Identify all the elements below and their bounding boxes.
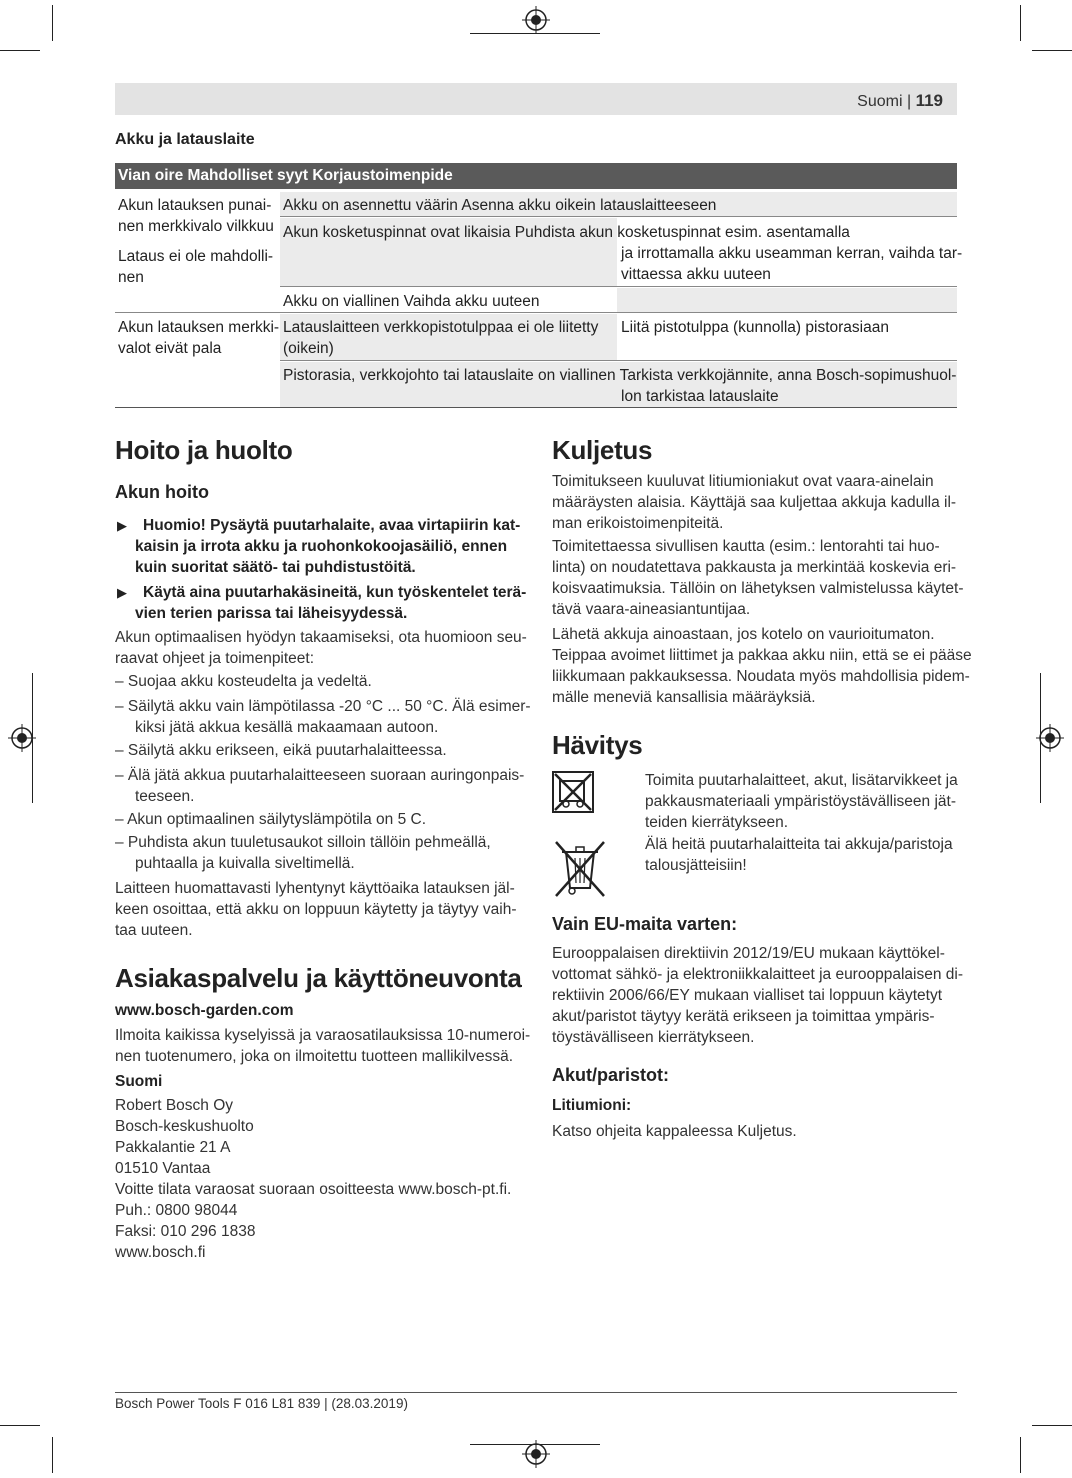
paragraph: Toimitettaessa sivullisen kautta (esim.: lentorahti tai huo- linta) on noudatettava pakkausta ja merkintää koskevia eri- koisvaatimuksia. Tällöin on lähetyksen valmistelussa käytet- tävä vaara-aineasiantuntijaa. bbox=[552, 538, 964, 618]
table-cell-row: lon tarkistaa latauslaite bbox=[621, 388, 779, 405]
table-cell-symptom: Lataus ei ole mahdolli- nen bbox=[118, 248, 274, 286]
page-header-text bbox=[857, 91, 943, 111]
no-dispose-appliance-icon bbox=[552, 771, 594, 813]
heading-eu: Vain EU-maita varten: bbox=[552, 914, 738, 934]
table-rule bbox=[280, 286, 957, 287]
service-url[interactable]: www.bosch-garden.com bbox=[115, 1002, 294, 1019]
registration-mark-icon bbox=[1036, 724, 1064, 752]
bullet-text: Käytä aina puutarhakäsineitä, kun työskentelet terä- vien terien parissa tai läheisyydessä. bbox=[135, 584, 527, 622]
heading-batteries: Akut/paristot: bbox=[552, 1065, 669, 1085]
table-cell-row: Akun kosketuspinnat ovat likaisia Puhdista akun kosketuspinnat esim. asentamalla bbox=[283, 224, 850, 241]
list-item: – Säilytä akku vain lämpötilassa -20 °C ... 50 °C. Älä esimer- kiksi jätä akkua kesällä makaamaan autoon. bbox=[115, 698, 531, 736]
footer-rule bbox=[115, 1392, 957, 1393]
paragraph: Eurooppalaisen direktiivin 2012/19/EU mukaan käyttökel- vottomat sähkö- ja elektroniikkalaitteet ja eurooppalaisen di- rektiivin 2006/66/EY mukaan vialliset tai loppuun käytetyt akut/paristot täytyy kerätä erikseen ja toimittaa ympäris- töystävälliseen kierrätykseen. bbox=[552, 945, 963, 1046]
table-rule bbox=[115, 312, 957, 313]
list-item: – Älä jätä akkua puutarhalaitteeseen suoraan auringonpais- teeseen. bbox=[115, 767, 525, 805]
registration-mark-icon bbox=[522, 1440, 550, 1468]
paragraph: Lähetä akkuja ainoastaan, jos kotelo on vaurioitumaton. Teippaa avoimet liittimet ja pakkaa akku niin, että se ei pääse liikkumaan pakkauksessa. Noudata myös mahdollisia pidem- mälle meneviä kansallisia määräyksiä. bbox=[552, 626, 972, 706]
paragraph: Älä heitä puutarhalaitteita tai akkuja/paristoja talousjätteisiin! bbox=[645, 836, 953, 874]
crossed-out-bin-icon bbox=[552, 838, 608, 900]
table-header: Vian oire Mahdolliset syyt Korjaustoimenpide bbox=[115, 163, 957, 189]
table-cell-row: Akku on asennettu väärin Asenna akku oikein latauslaitteeseen bbox=[283, 197, 717, 214]
crop-mark bbox=[1032, 1425, 1072, 1426]
footer-text: Bosch Power Tools F 016 L81 839 | (28.03.2019) bbox=[115, 1396, 408, 1411]
country-label: Suomi bbox=[115, 1073, 163, 1090]
paragraph: Akun optimaalisen hyödyn takaamiseksi, ota huomioon seu- raavat ohjeet ja toimenpiteet: bbox=[115, 629, 527, 667]
list-item: – Säilytä akku erikseen, eikä puutarhalaitteessa. bbox=[115, 742, 447, 759]
page-number: 119 bbox=[915, 91, 943, 110]
table-cell-symptom: Akun latauksen merkki- valot eivät pala bbox=[118, 319, 280, 357]
header-separator: | bbox=[906, 93, 912, 110]
heading-care: Hoito ja huolto bbox=[115, 435, 293, 465]
crop-mark bbox=[0, 50, 40, 51]
paragraph: Laitteen huomattavasti lyhentynyt käyttöaika latauksen jäl- keen osoittaa, että akku on loppuun käytetty ja täytyy vaih- taa uuteen. bbox=[115, 880, 517, 939]
heading-service: Asiakaspalvelu ja käyttöneuvonta bbox=[115, 963, 522, 993]
paragraph: Toimitukseen kuuluvat litiumioniakut ovat vaara-ainelain määräysten alaisia. Käyttäjä saa kuljettaa akkuja kadulla il- man erikoistoimenpiteitä. bbox=[552, 473, 957, 532]
section-label: Akku ja latauslaite bbox=[115, 131, 255, 148]
paragraph: Katso ohjeita kappaleessa Kuljetus. bbox=[552, 1123, 797, 1140]
bullet-triangle-icon: ▶ bbox=[117, 585, 127, 600]
paragraph: Toimita puutarhalaitteet, akut, lisätarvikkeet ja pakkausmateriaali ympäristöystävälliseen jät- teiden kierrätykseen. bbox=[645, 772, 958, 831]
paragraph: Ilmoita kaikissa kyselyissä ja varaosatilauksissa 10-numeroi- nen tuotenumero, joka on ilmoitettu tuotteen mallikilvessä. bbox=[115, 1027, 531, 1065]
registration-mark-icon bbox=[8, 724, 36, 752]
page-header bbox=[115, 83, 957, 115]
crop-mark bbox=[1020, 1437, 1021, 1473]
crop-mark bbox=[52, 5, 53, 41]
heading-lithium: Litiumioni: bbox=[552, 1097, 632, 1114]
table-cell-fix: Liitä pistotulppa (kunnolla) pistorasiaan bbox=[621, 319, 889, 336]
crop-mark bbox=[1020, 5, 1021, 41]
table-shade bbox=[617, 288, 957, 312]
bullet-triangle-icon: ▶ bbox=[117, 518, 127, 533]
table-cell-symptom: Akun latauksen punai- nen merkkivalo vilkkuu bbox=[118, 197, 274, 235]
table-rule bbox=[115, 407, 957, 408]
heading-transport: Kuljetus bbox=[552, 435, 653, 465]
registration-mark-icon bbox=[522, 6, 550, 34]
heading-battery-care: Akun hoito bbox=[115, 482, 209, 502]
crop-mark bbox=[0, 1425, 40, 1426]
list-item: – Puhdista akun tuuletusaukot silloin tällöin pehmeällä, puhtaalla ja kuivalla siveltimellä. bbox=[115, 834, 491, 872]
crop-mark bbox=[52, 1437, 53, 1473]
table-cell-row: ja irrottamalla akku useamman kerran, vaihda tar- vittaessa akku uuteen bbox=[621, 245, 963, 283]
table-cell-cause: Latauslaitteen verkkopistotulppaa ei ole liitetty (oikein) bbox=[283, 319, 599, 357]
list-item: – Akun optimaalinen säilytyslämpötila on 5 C. bbox=[115, 811, 427, 828]
list-item: – Suojaa akku kosteudelta ja vedeltä. bbox=[115, 673, 372, 690]
table-cell-row: Pistorasia, verkkojohto tai latauslaite on viallinen Tarkista verkkojännite, anna Bosch-sopimushuol- bbox=[283, 367, 957, 384]
header-language: Suomi bbox=[857, 93, 903, 110]
address-block: Robert Bosch Oy Bosch-keskushuolto Pakkalantie 21 A 01510 Vantaa Voitte tilata varaosat suoraan osoitteesta www.bosch-pt.fi. Puh.: 0800 98044 Faksi: 010 296 1838 www.bosch.fi bbox=[115, 1097, 512, 1261]
table-cell-row: Akku on viallinen Vaihda akku uuteen bbox=[283, 293, 540, 310]
table-rule bbox=[280, 360, 957, 361]
table-rule bbox=[280, 216, 957, 217]
bullet-text: Huomio! Pysäytä puutarhalaite, avaa virtapiirin kat- kaisin ja irrota akku ja ruohonkokoojasäiliö, ennen kuin suoritat säätö- tai puhdistustöitä. bbox=[135, 517, 521, 576]
crop-mark bbox=[1032, 50, 1072, 51]
heading-disposal: Hävitys bbox=[552, 730, 643, 760]
